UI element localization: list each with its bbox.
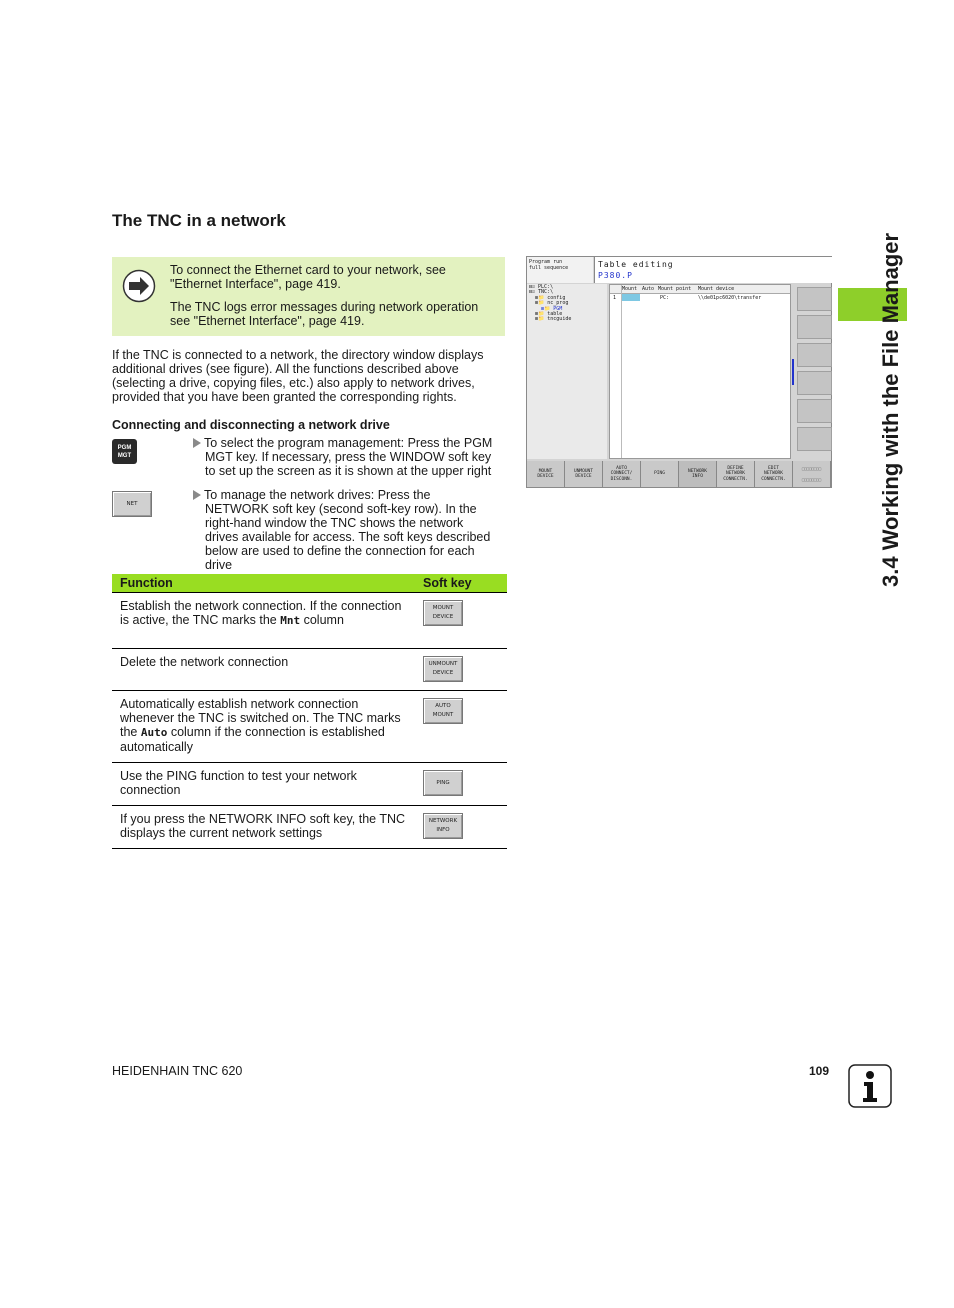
arrow-right-icon [122,269,156,303]
table-cell-function [112,649,415,691]
table-cell-function [112,691,415,763]
note-text-1: To connect the Ethernet card to your network, see "Ethernet Interface", page 419. [170,263,446,291]
note-box [112,257,505,336]
net-softkey-label: NET [126,500,138,507]
selected-cell [622,294,640,301]
function-code: Mnt [280,614,301,627]
table-cell-softkey [415,649,507,691]
column-header: Mount [622,286,638,292]
screen-softkey: EDIT NETWORK CONNECTN. [755,461,793,487]
bullet-triangle-icon [193,438,201,448]
table-row [112,763,507,806]
table-header-function: Function [112,574,415,593]
row-number: 1 [613,295,617,301]
softkey-label: AUTO MOUNT [432,703,454,718]
tree-item: ⊞📁 PGM [529,305,563,312]
net-softkey [112,491,152,517]
bullet-triangle-icon [193,490,201,500]
column-header: Mount device [698,286,735,292]
function-table [112,574,507,849]
table-row [112,691,507,763]
function-text: If you press the NETWORK INFO soft key, the TNC displays the current network settings [120,812,406,840]
table-row [112,649,507,691]
function-code: Auto [140,726,168,739]
table-cell-function [112,763,415,806]
screen-softkey: □□□□□□□□ □□□□□□□□ [793,461,831,487]
intro-paragraph: If the TNC is connected to a network, the directory window displays additional drives (see figure). All the functions described above (selecting a drive, copying files, etc.) also apply to network drives, provided that you have been granted the corresponding rights. [112,348,484,404]
function-text: Establish the network connection. If the connection is active, the TNC marks the [120,599,402,627]
screen-mode: Program run full sequence [527,257,593,283]
screen-softkey: AUTO CONNECT/ DISCONN. [603,461,641,487]
tnc-screenshot [526,256,832,488]
screen-softkey: NETWORK INFO [679,461,717,487]
screen-title: Table editing [598,260,674,269]
function-text: column if the connection is established automatically [120,725,385,754]
page-number: 109 [809,1064,830,1078]
info-icon [848,1064,892,1108]
table-row [112,593,507,649]
table-cell-softkey [415,763,507,806]
tree-item: ⊞📁 config [529,294,566,301]
screen-softkey: DEFINE NETWORK CONNECTN. [717,461,755,487]
auto-mount-softkey [423,698,463,724]
function-text: Automatically establish network connection whenever the TNC is switched on. The TNC marks the [120,697,401,739]
softkey-label: MOUNT DEVICE [432,605,454,620]
screen-header [594,257,832,283]
chapter-title [852,215,903,591]
softkey-label: UNMOUNT DEVICE [428,661,458,676]
table-cell-function [112,806,415,849]
function-text: column [300,613,344,627]
pgm-mgt-key [112,439,137,464]
softkey-label: NETWORK INFO [428,818,458,833]
mount-device-softkey [423,600,463,626]
section-title: The TNC in a network [112,211,286,230]
mount-point: PC: [660,295,670,301]
mount-device: \\de01pc6020\transfer [698,295,762,301]
table-header-softkey: Soft key [415,574,507,593]
screen-side-softkeys [794,287,831,459]
tree-item: ⊞📁 table [529,311,563,318]
chapter-title-text: 3.4 Working with the File Manager [878,232,903,587]
subheading: Connecting and disconnecting a network drive [112,418,390,432]
network-drive-table [609,284,791,459]
screen-softkey: MOUNT DEVICE [527,461,565,487]
screen-softkey: PING [641,461,679,487]
directory-tree [527,284,607,459]
table-cell-softkey [415,691,507,763]
function-text: Delete the network connection [120,655,289,669]
step-2 [193,488,493,572]
table-cell-function [112,593,415,649]
note-text-2: The TNC logs error messages during network operation see "Ethernet Interface", page 419. [170,300,479,328]
table-cell-softkey [415,593,507,649]
tree-item: ⊟☑ TNC:\ [529,289,554,296]
screen-softkey: UNMOUNT DEVICE [565,461,603,487]
tree-item: ⊟☑ PLC:\ [529,284,554,290]
screen-file: P380.P [598,271,633,280]
softkey-label: PING [436,779,450,786]
table-cell-softkey [415,806,507,849]
step-1-text: To select the program management: Press the PGM MGT key. If necessary, press the WINDOW soft key to set up the screen as it is shown at the upper right [204,436,493,478]
tree-item: ⊞📁 nc_prog [529,300,569,307]
step-1 [193,436,493,481]
function-text: Use the PING function to test your network connection [120,769,357,797]
pgm-mgt-key-label: PGM MGT [117,444,132,459]
step-2-text: To manage the network drives: Press the NETWORK soft key (second soft-key row). In the right-hand window the TNC shows the network drives available for access. The soft keys described below are used to define the connection for each drive [204,488,491,572]
unmount-device-softkey [423,656,463,682]
table-row [112,806,507,849]
ping-softkey [423,770,463,796]
footer-product: HEIDENHAIN TNC 620 [112,1064,243,1078]
screen-softkey-row [527,461,831,487]
column-header: Auto [642,286,655,292]
column-header: Mount point [658,286,692,292]
network-info-softkey [423,813,463,839]
tree-item: ⊞📁 tncguide [529,316,572,323]
